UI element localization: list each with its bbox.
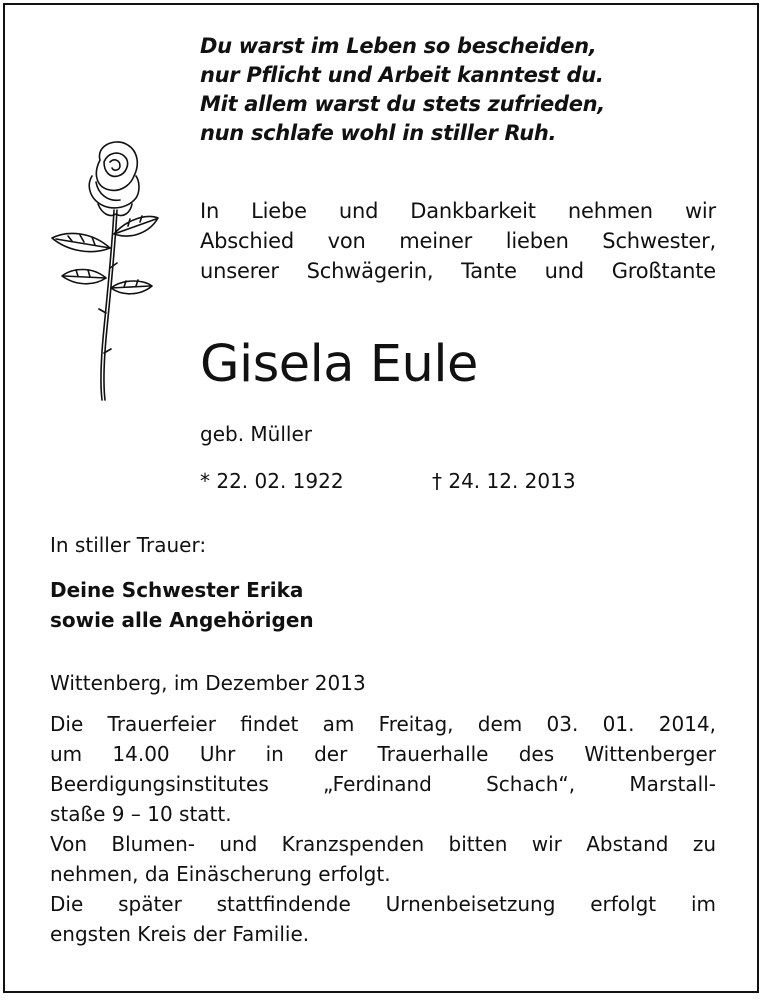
- rose-icon: [48, 138, 160, 408]
- farewell-text: [200, 196, 716, 286]
- poem-line: nur Pflicht und Arbeit kanntest du.: [200, 63, 604, 87]
- farewell-line: unserer Schwägerin, Tante und Großtante: [200, 259, 716, 283]
- death-date: † 24. 12. 2013: [432, 469, 576, 493]
- farewell-line: Abschied von meiner lieben Schwester,: [200, 229, 716, 253]
- mourning-label: In stiller Trauer:: [50, 533, 207, 557]
- details-line: staße 9 – 10 statt.: [50, 802, 232, 826]
- birth-name: geb. Müller: [200, 422, 312, 446]
- funeral-details: [50, 709, 716, 949]
- details-line: engsten Kreis der Familie.: [50, 922, 310, 946]
- farewell-line: In Liebe und Dankbarkeit nehmen wir: [200, 199, 716, 223]
- poem-line: nun schlafe wohl in stiller Ruh.: [200, 121, 557, 145]
- deceased-name: Gisela Eule: [200, 335, 478, 394]
- details-line: nehmen, da Einäscherung erfolgt.: [50, 862, 391, 886]
- details-line: Beerdigungsinstitutes „Ferdinand Schach“, Marstall-: [50, 772, 716, 796]
- memorial-poem: [200, 32, 720, 148]
- details-line: Von Blumen- und Kranzspenden bitten wir Abstand zu: [50, 832, 716, 856]
- mourner-line: Deine Schwester Erika: [50, 578, 304, 602]
- poem-line: Du warst im Leben so bescheiden,: [200, 34, 597, 58]
- poem-line: Mit allem warst du stets zufrieden,: [200, 92, 605, 116]
- details-line: Die Trauerfeier findet am Freitag, dem 03. 01. 2014,: [50, 712, 716, 736]
- birth-date: * 22. 02. 1922: [200, 469, 344, 493]
- life-dates: [200, 466, 640, 496]
- mourners-list: [50, 575, 314, 635]
- details-line: um 14.00 Uhr in der Trauerhalle des Wittenberger: [50, 742, 716, 766]
- place-date: Wittenberg, im Dezember 2013: [50, 671, 366, 695]
- mourner-line: sowie alle Angehörigen: [50, 608, 314, 632]
- details-line: Die später stattfindende Urnenbeisetzung erfolgt im: [50, 892, 716, 916]
